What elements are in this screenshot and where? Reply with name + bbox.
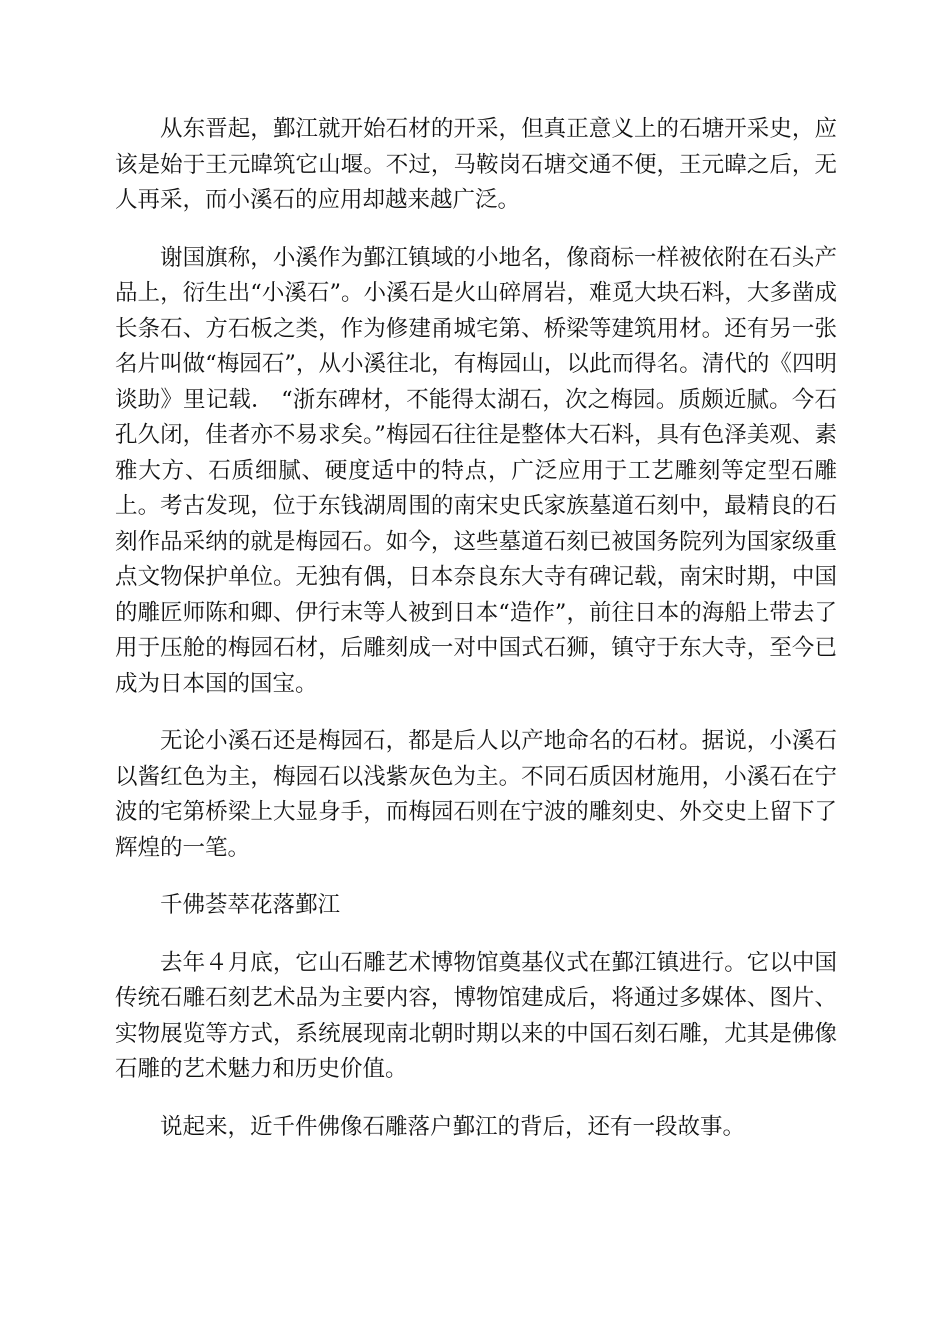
document-page [115, 112, 837, 1167]
paragraph-museum-foundation: 去年４月底，它山石雕艺术博物馆奠基仪式在鄞江镇进行。它以中国传统石雕石刻艺术品为主要内容，博物馆建成后，将通过多媒体、图片、实物展览等方式，系统展现南北朝时期以来的中国石刻石雕，尤其是佛像石雕的艺术魅力和历史价值。 [115, 949, 837, 1082]
paragraph-stone-naming: 无论小溪石还是梅园石，都是后人以产地命名的石材。据说，小溪石以酱红色为主，梅园石以浅紫灰色为主。不同石质因材施用，小溪石在宁波的宅第桥梁上大显身手，而梅园石则在宁波的雕刻史、外交史上留下了辉煌的一笔。 [115, 728, 837, 861]
paragraph-stone-quarry-history: 从东晋起，鄞江就开始石材的开采，但真正意义上的石塘开采史，应该是始于王元暐筑它山堰。不过，马鞍岗石塘交通不便，王元暐之后，无人再采，而小溪石的应用却越来越广泛。 [115, 116, 837, 213]
paragraph-story-intro: 说起来，近千件佛像石雕落户鄞江的背后，还有一段故事。 [160, 1113, 746, 1140]
paragraph-xiaoxi-meiyuan-stone: 谢国旗称，小溪作为鄞江镇域的小地名，像商标一样被依附在石头产品上，衍生出“小溪石”。小溪石是火山碎屑岩，难觅大块石料，大多凿成长条石、方石板之类，作为修建甬城宅第、桥梁等建筑用材。还有另一张名片叫做“梅园石”，从小溪往北，有梅园山，以此而得名。清代的《四明谈助》里记载． “浙东碑材，不能得太湖石，次之梅园。质颇近腻。今石孔久闭，佳者亦不易求矣。”梅园石往往是整体大石料，具有色泽美观、素雅大方、石质细腻、硬度适中的特点，广泛应用于工艺雕刻等定型石雕上。考古发现，位于东钱湖周围的南宋史氏家族墓道石刻中，最精良的石刻作品采纳的就是梅园石。如今，这些墓道石刻已被国务院列为国家级重点文物保护单位。无独有偶，日本奈良东大寺有碑记载，南宋时期，中国的雕匠师陈和卿、伊行末等人被到日本“造作”，前往日本的海船上带去了用于压舱的梅园石材，后雕刻成一对中国式石狮，镇守于东大寺，至今已成为日本国的国宝。 [115, 244, 837, 697]
section-heading: 千佛荟萃花落鄞江 [160, 892, 341, 918]
